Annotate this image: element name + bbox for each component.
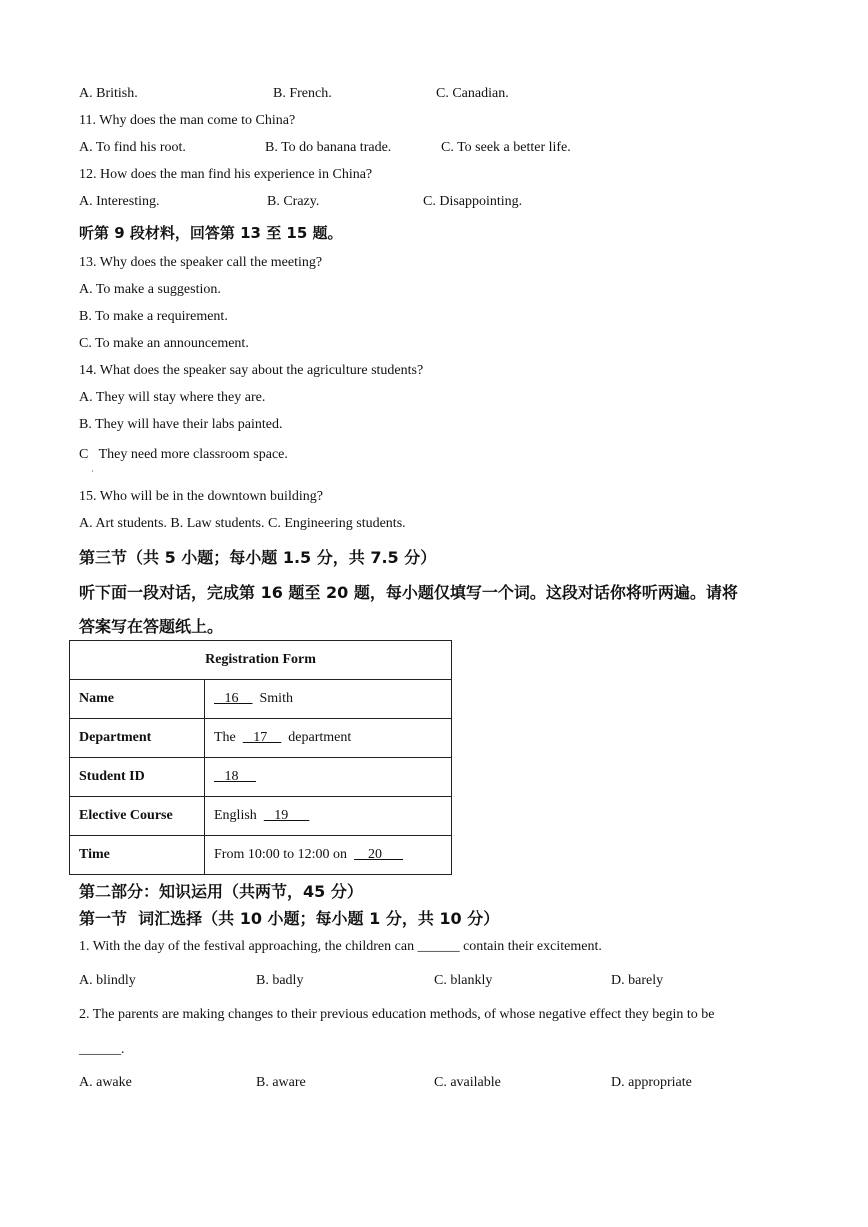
q13-option-c: C. To make an announcement. [79,336,249,351]
q14-option-b: B. They will have their labs painted. [79,417,283,432]
q14-question: 14. What does the speaker say about the agriculture students? [79,363,424,378]
q13-option-a: A. To make a suggestion. [79,282,221,297]
q14-option-a: A. They will stay where they are. [79,390,266,405]
blank-16: 16 [214,691,253,706]
q12-option-a: A. Interesting. [79,194,160,209]
v2-option-d: D. appropriate [611,1075,692,1090]
v1-option-c: C. blankly [434,973,493,988]
v2-question: 2. The parents are making changes to their previous education methods, of whose negative effect they begin to be [79,1007,715,1022]
form-value-elective-course: English 19 [205,797,452,836]
blank-17: 17 [242,730,282,745]
form-row-elective-course [70,797,452,836]
form-value-department: The 17 department [205,719,452,758]
v1-question: 1. With the day of the festival approaching, the children can ______ contain their excitement. [79,939,602,954]
v2-option-a: A. awake [79,1075,132,1090]
form-value-student-id [205,758,452,797]
form-row-student-id [70,758,452,797]
form-row-department [70,719,452,758]
q10-option-c: C. Canadian. [436,86,509,101]
q15-question: 15. Who will be in the downtown building? [79,489,323,504]
q11-option-c: C. To seek a better life. [441,140,571,155]
form-value-name: 16 Smith [205,680,452,719]
v2-option-b: B. aware [256,1075,306,1090]
v1-option-b: B. badly [256,973,304,988]
part3-heading: 第三节（共 5 小题；每小题 1.5 分，共 7.5 分） [79,548,437,567]
blank-18: 18 [214,769,256,784]
q11-question: 11. Why does the man come to China? [79,113,296,128]
q13-question: 13. Why does the speaker call the meeting? [79,255,323,270]
form-value-time: From 10:00 to 12:00 on 20 [205,836,452,875]
blank-20: 20 [354,847,404,862]
q12-question: 12. How does the man find his experience in China? [79,167,373,182]
form-label-name: Name [70,680,205,719]
form-label-elective-course: Elective Course [70,797,205,836]
q13-option-b: B. To make a requirement. [79,309,228,324]
q14-option-c: C They need more classroom space. [79,447,288,462]
section9-heading: 听第 9 段材料，回答第 13 至 15 题。 [79,224,343,242]
form-title: Registration Form [70,641,452,680]
part3-instruction-1: 听下面一段对话，完成第 16 题至 20 题，每小题仅填写一个词。这段对话你将听两遍。请将 [79,583,738,602]
form-label-time: Time [70,836,205,875]
part2-heading: 第二部分：知识运用（共两节，45 分） [79,882,363,901]
q10-option-b: B. French. [273,86,332,101]
q15-options: A. Art students. B. Law students. C. Engineering students. [79,516,406,531]
section1-heading: 第一节 词汇选择（共 10 小题；每小题 1 分，共 10 分） [79,909,500,928]
form-row-time [70,836,452,875]
form-label-department: Department [70,719,205,758]
v1-option-d: D. barely [611,973,664,988]
v2-option-c: C. available [434,1075,501,1090]
q11-option-a: A. To find his root. [79,140,186,155]
blank-19: 19 [263,808,310,823]
q12-option-b: B. Crazy. [267,194,320,209]
v2-question-cont: ______. [79,1042,125,1057]
stray-dot: · [91,467,94,476]
form-label-student-id: Student ID [70,758,205,797]
q10-option-a: A. British. [79,86,138,101]
q12-option-c: C. Disappointing. [423,194,523,209]
registration-form-table [69,640,452,875]
part3-instruction-2: 答案写在答题纸上。 [79,617,224,636]
v1-option-a: A. blindly [79,973,136,988]
q11-option-b: B. To do banana trade. [265,140,392,155]
form-row-name [70,680,452,719]
